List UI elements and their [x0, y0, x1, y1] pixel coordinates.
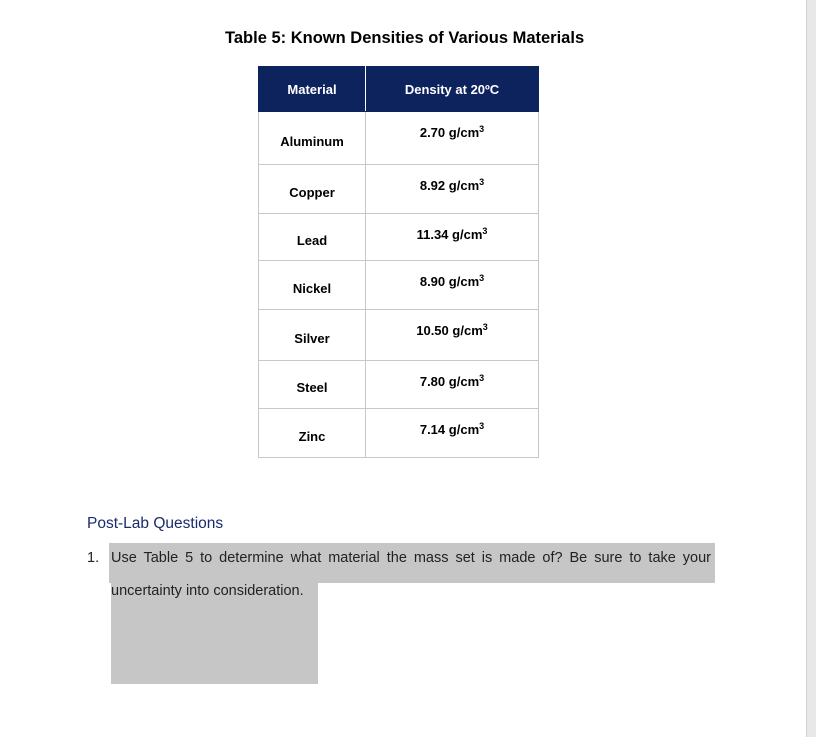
table-title: Table 5: Known Densities of Various Materials	[225, 29, 585, 47]
question-text-line[interactable]: Use Table 5 to determine what material the mass set is made of? Be sure to take your	[111, 550, 711, 566]
table-row	[259, 361, 539, 409]
material-cell: Nickel	[259, 261, 366, 310]
table-row	[259, 310, 539, 361]
densities-table	[258, 66, 539, 458]
question-number: 1.	[87, 550, 100, 566]
table-row	[259, 165, 539, 214]
density-cell: 11.34 $g/cm^3$	[366, 214, 539, 261]
material-cell: Aluminum	[259, 112, 366, 165]
material-cell: Zinc	[259, 409, 366, 458]
density-cell: 10.50 $g/cm^3$	[366, 310, 539, 361]
density-cell: 2.70 $g/cm^3$	[366, 112, 539, 165]
material-cell: Steel	[259, 361, 366, 409]
density-cell: 8.92 $g/cm^3$	[366, 165, 539, 214]
material-cell: Lead	[259, 214, 366, 261]
density-cell: 8.90 $g/cm^3$	[366, 261, 539, 310]
post-lab-heading: Post-Lab Questions	[87, 515, 224, 532]
header-material: Material	[259, 67, 366, 112]
vertical-scrollbar[interactable]	[806, 0, 816, 737]
question-text-line[interactable]: uncertainty into consideration.	[111, 583, 304, 599]
table-row	[259, 409, 539, 458]
material-cell: Silver	[259, 310, 366, 361]
material-cell: Copper	[259, 165, 366, 214]
density-cell: 7.80 $g/cm^3$	[366, 361, 539, 409]
table-row	[259, 261, 539, 310]
table-row	[259, 214, 539, 261]
table-row	[259, 112, 539, 165]
density-cell: 7.14 $g/cm^3$	[366, 409, 539, 458]
header-density: Density at 20ºC	[366, 67, 539, 112]
